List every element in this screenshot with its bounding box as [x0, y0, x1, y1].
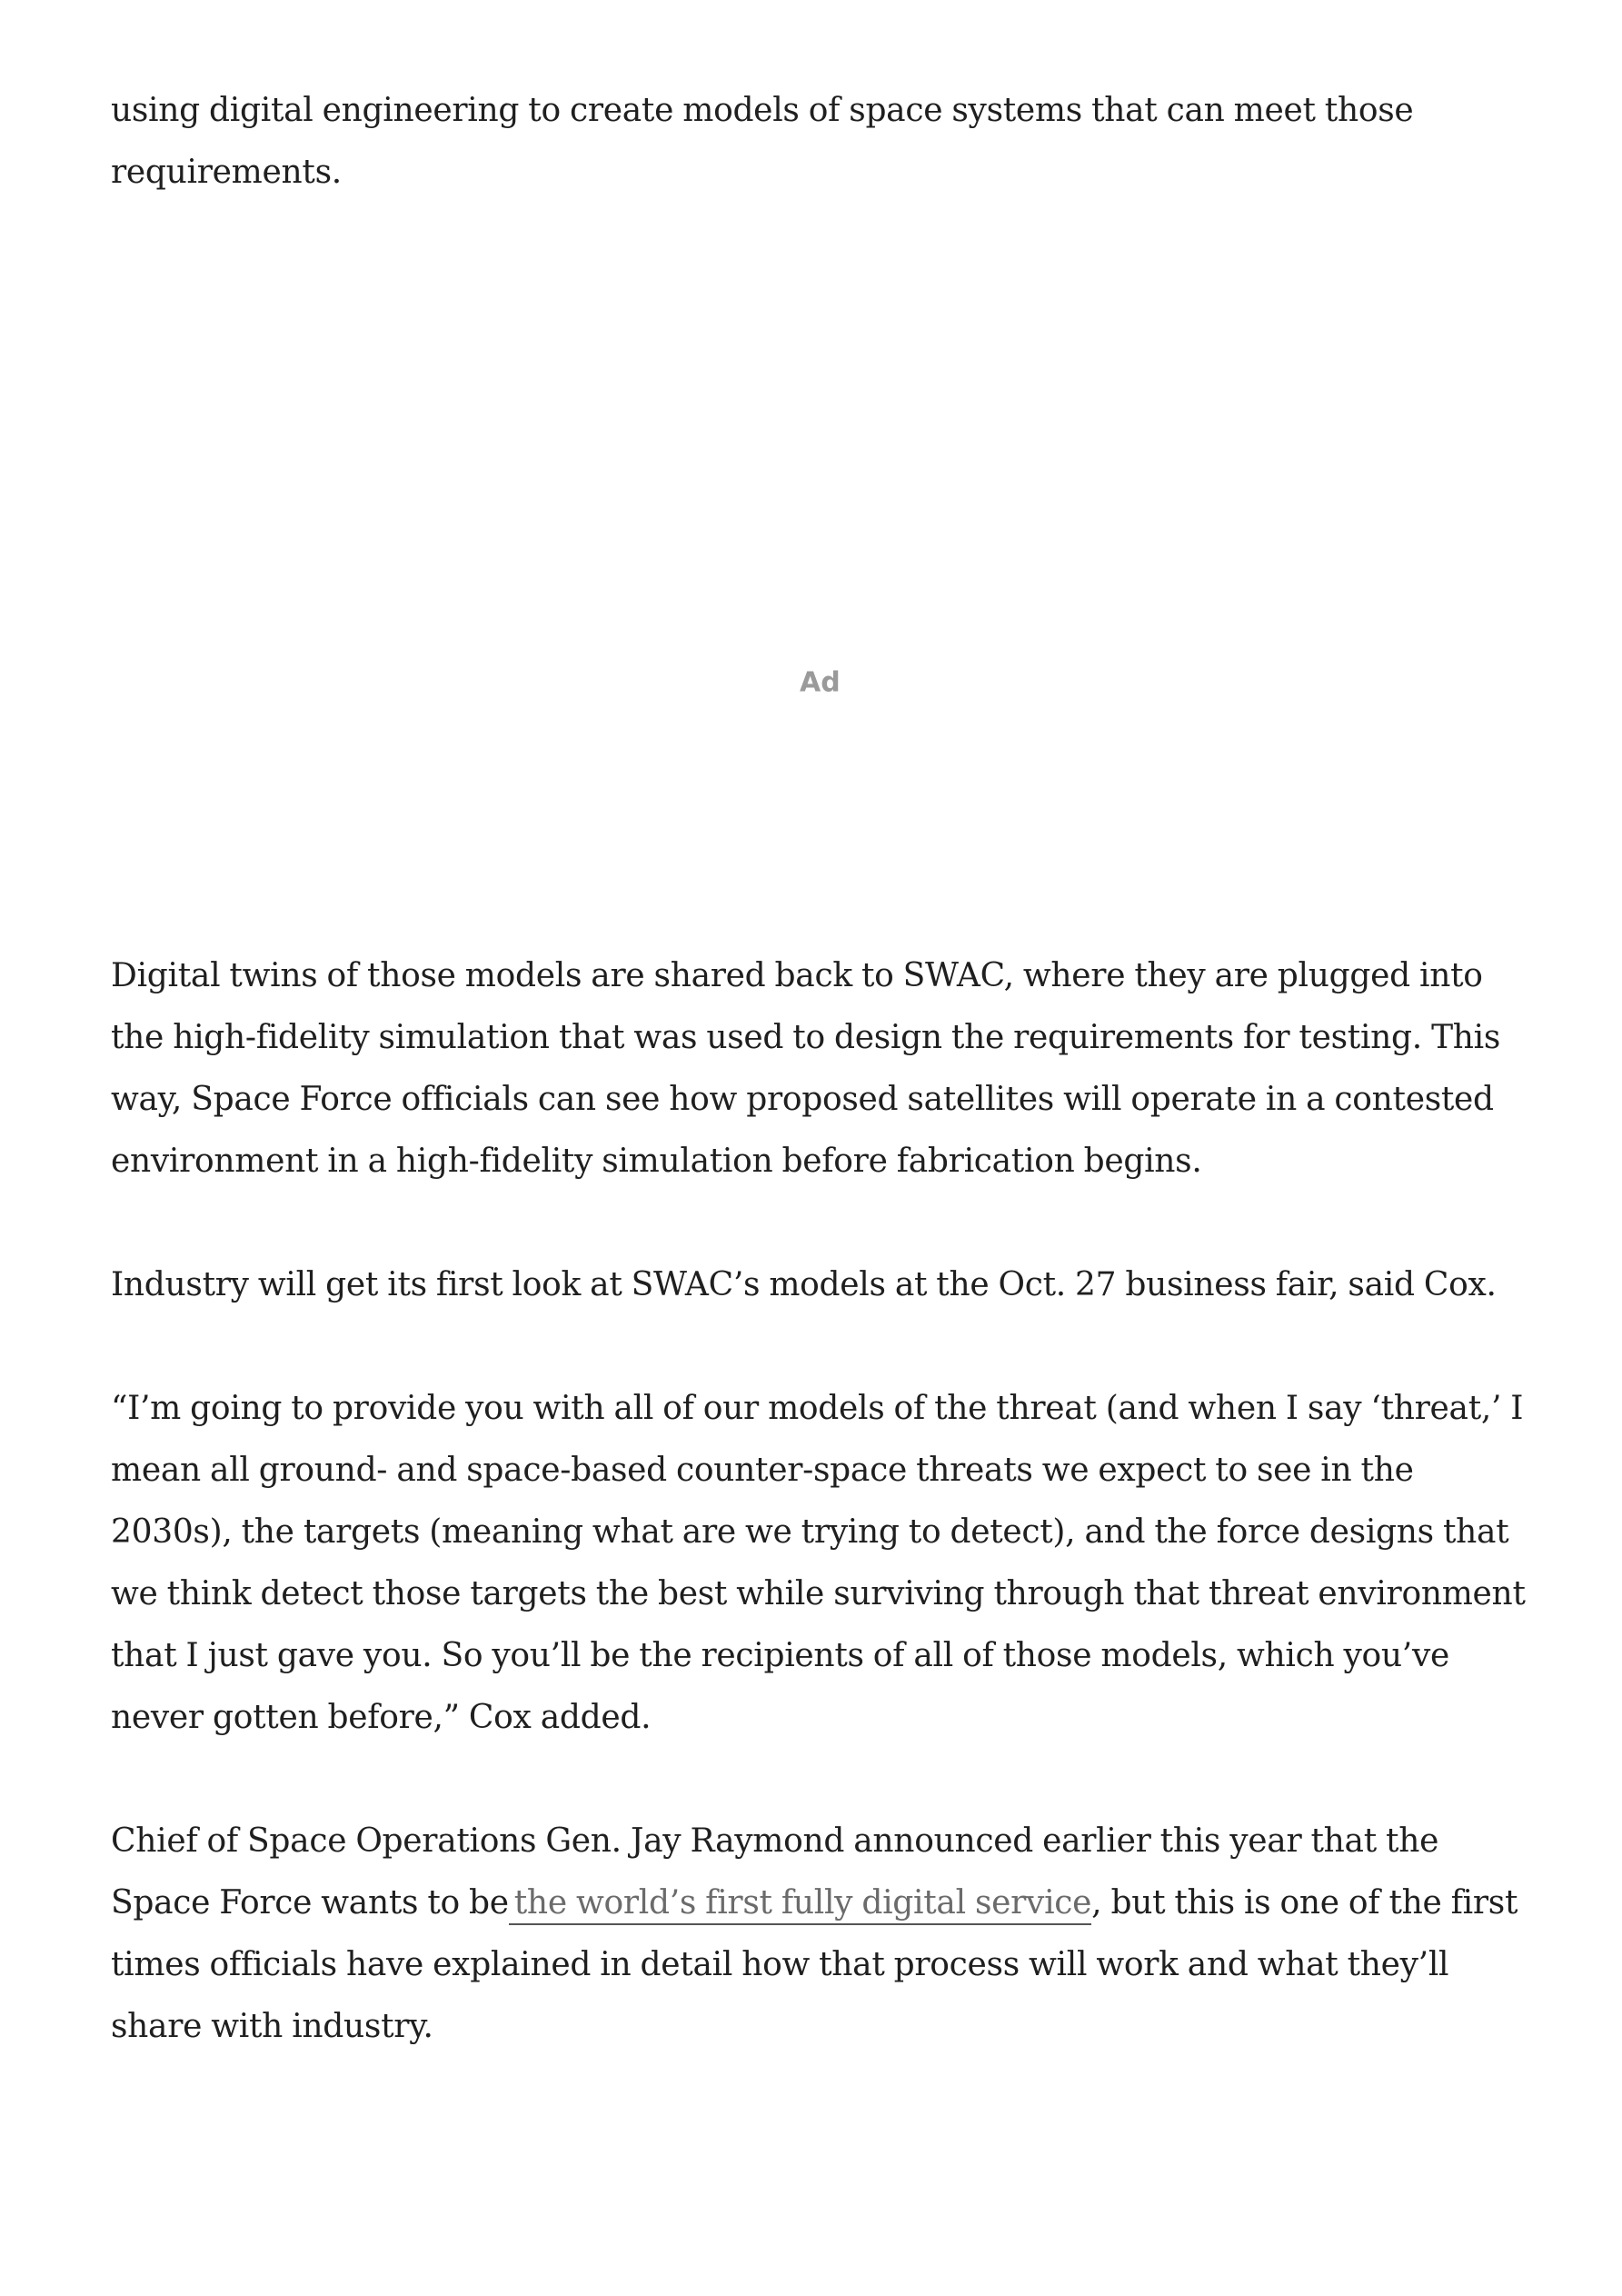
paragraph-text-before-link: Chief of Space Operations Gen. Jay Raymond announced earlier this year that the Space Force wants to be [111, 1822, 1439, 1922]
paragraph-gap [111, 1193, 1528, 1254]
paragraph-gap [111, 1749, 1528, 1811]
article-body [111, 80, 1528, 2058]
paragraph-digital-twins: Digital twins of those models are shared back to SWAC, where they are plugged into the high-fidelity simulation that was used to design the requirements for testing. This way, Space Force officials can see how proposed satellites will operate in a contested environment in a high-fidelity simulation before fabrication begins. [111, 957, 1501, 1180]
paragraph-text-after-link: , but this is one of the first times officials have explained in detail how that process will work and what they’ll share with industry. [111, 1884, 1518, 2045]
paragraph-requirements: using digital engineering to create models of space systems that can meet those requirements. [111, 92, 1414, 191]
paragraph-raymond-announcement [111, 1811, 1528, 2058]
paragraph-industry-first-look: Industry will get its first look at SWAC’s models at the Oct. 27 business fair, said Cox. [111, 1266, 1497, 1303]
ad-label: Ad [800, 666, 841, 699]
ad-slot[interactable] [111, 258, 1528, 894]
paragraph-cox-quote: “I’m going to provide you with all of our models of the threat (and when I say ‘threat,’ I mean all ground- and space-based counter-space threats we expect to see in the 2030s), the targets (meaning what are we trying to detect), and the force designs that we think detect those targets the best while surviving through that threat environment that I just gave you. So you’ll be the recipients of all of those models, which you’ve never gotten before,” Cox added. [111, 1390, 1526, 1736]
paragraph-gap [111, 1316, 1528, 1378]
digital-service-link[interactable]: the world’s first fully digital service [509, 1884, 1091, 1925]
